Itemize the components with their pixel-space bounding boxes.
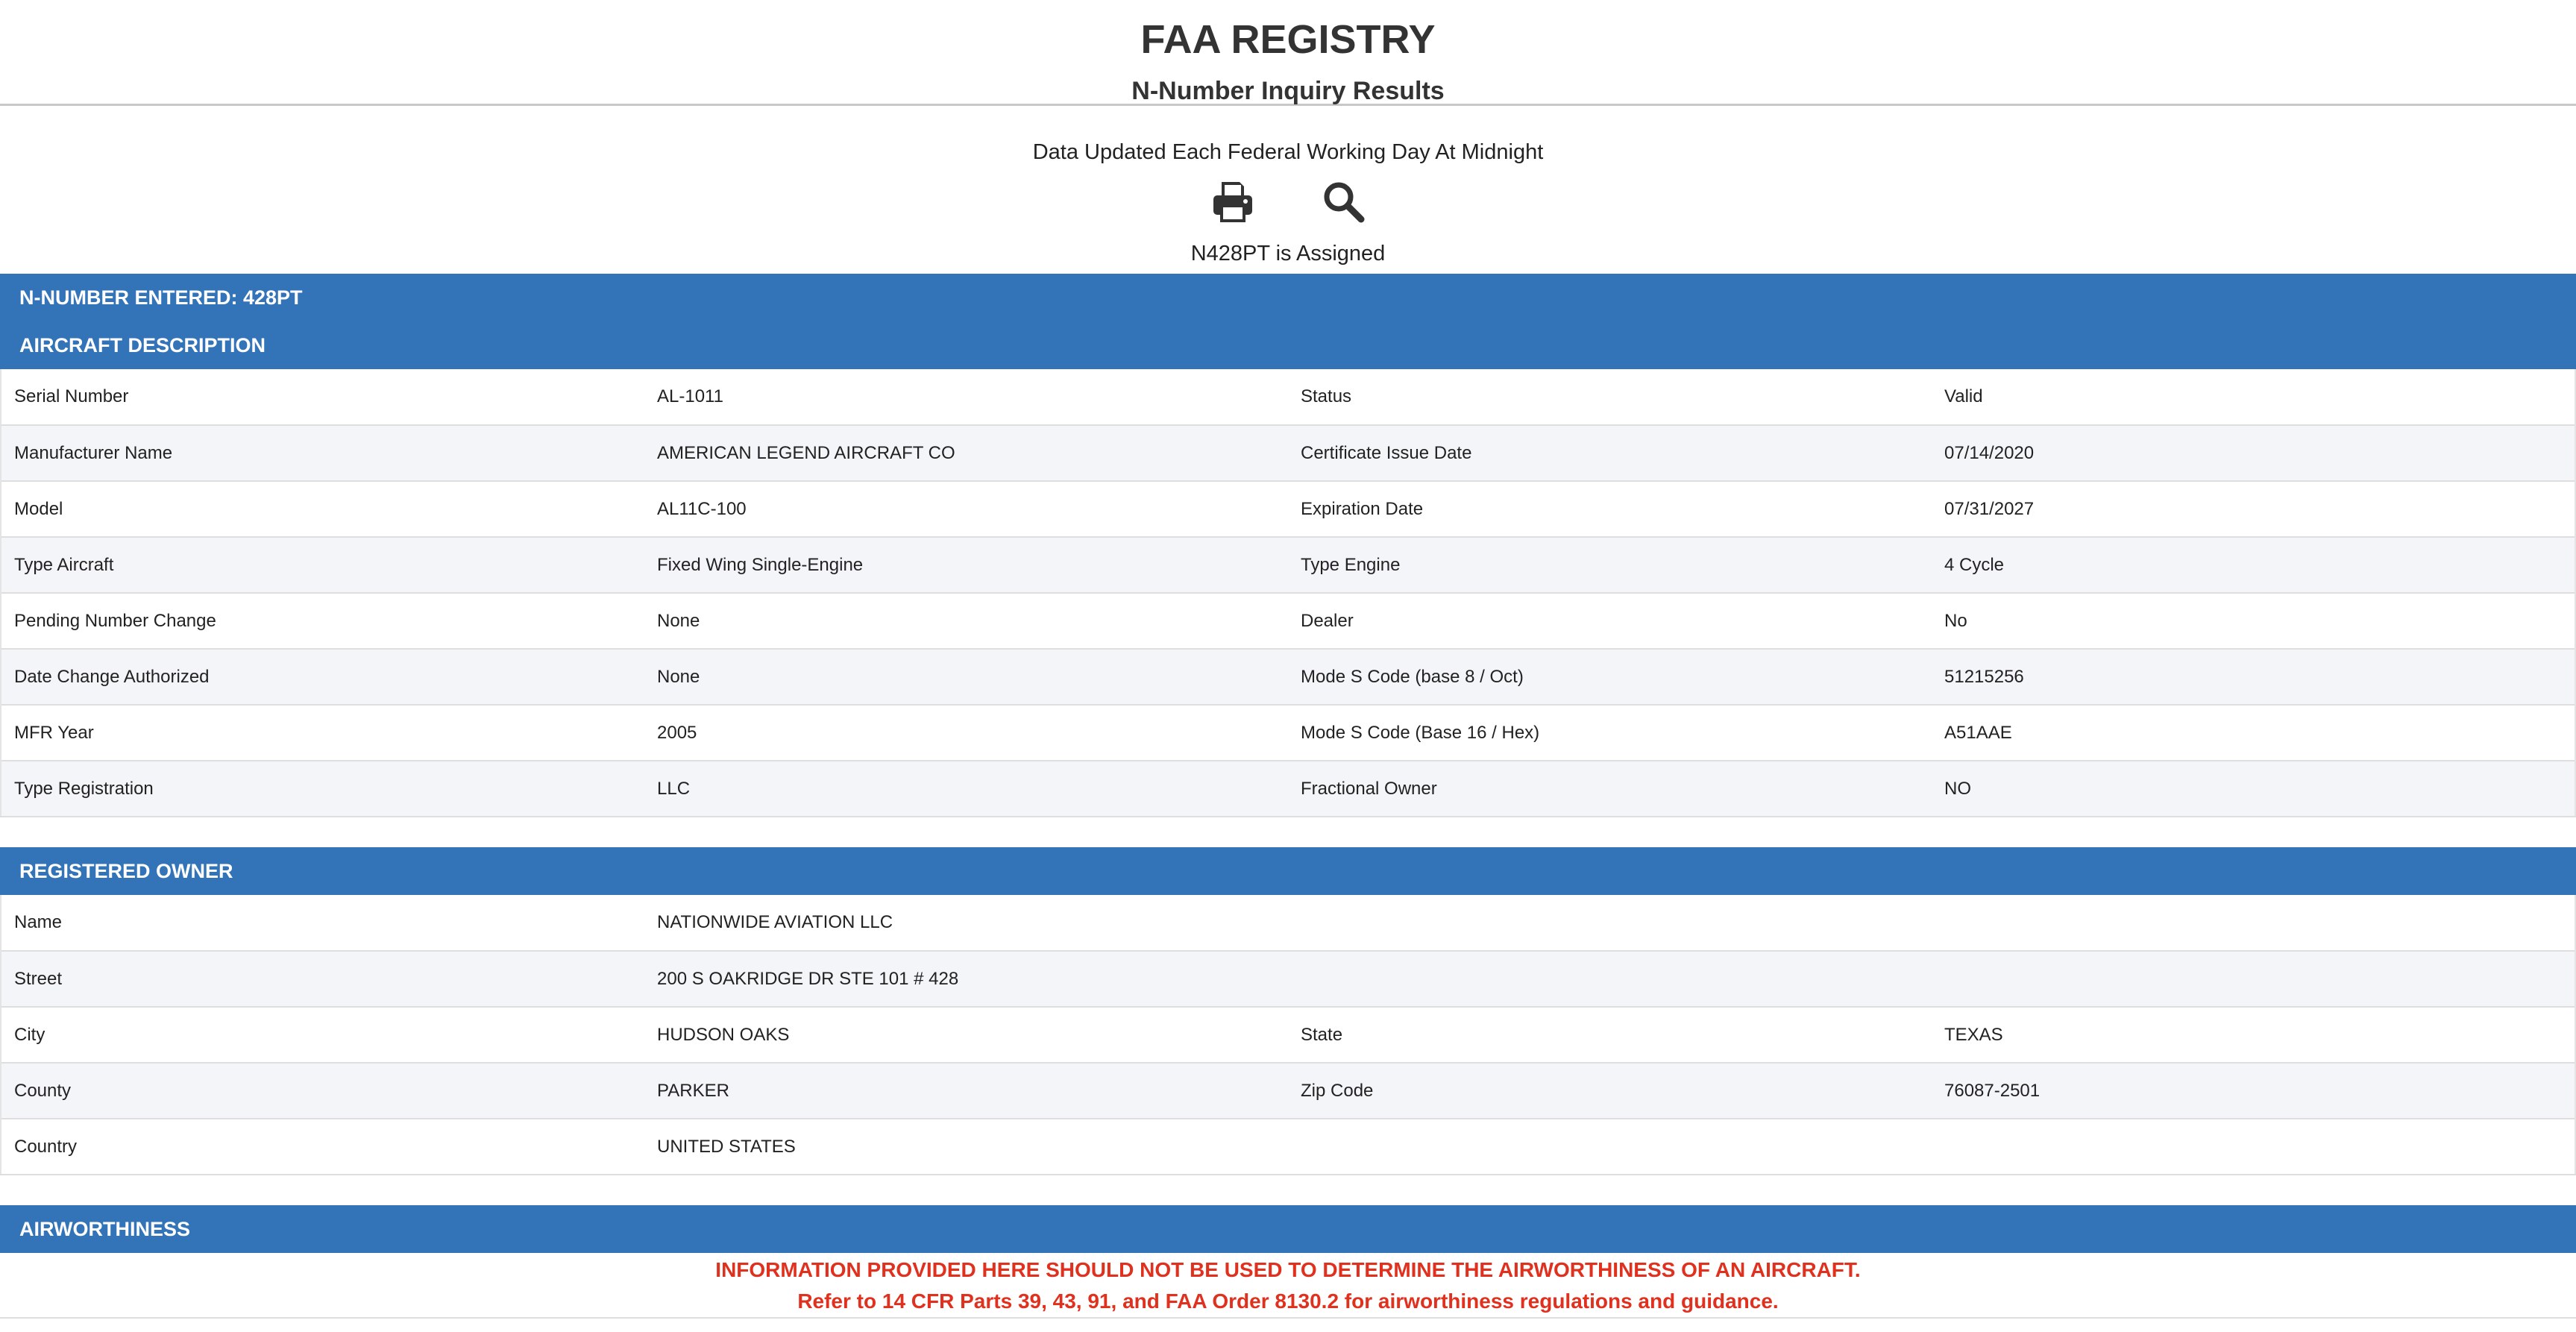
aircraft-field-label: Manufacturer Name: [1, 425, 644, 481]
owner-field-value: [1932, 895, 2575, 951]
aircraft-field-value: Valid: [1932, 369, 2575, 425]
aircraft-description-table: [0, 369, 2576, 817]
owner-field-value: HUDSON OAKS: [644, 1007, 1288, 1063]
printer-icon[interactable]: [1207, 176, 1258, 227]
aircraft-field-label: Date Change Authorized: [1, 649, 644, 705]
table-row: [1, 761, 2575, 817]
registered-owner-section: [0, 847, 2576, 1175]
table-row: [1, 481, 2575, 537]
page-subtitle: N-Number Inquiry Results: [1131, 77, 1445, 105]
aircraft-field-label: Type Engine: [1288, 537, 1932, 593]
owner-field-value: 200 S OAKRIDGE DR STE 101 # 428: [644, 951, 1288, 1007]
table-row: [1, 537, 2575, 593]
page-header: [0, 0, 2576, 106]
aircraft-field-label: Status: [1301, 386, 1352, 406]
warning-line-2: Refer to 14 CFR Parts 39, 43, 91, and FAA Order 8130.2 for airworthiness regulations and guidance.: [797, 1289, 1779, 1313]
aircraft-field-label: Expiration Date: [1288, 481, 1932, 537]
aircraft-field-value: AMERICAN LEGEND AIRCRAFT CO: [644, 425, 1288, 481]
registered-owner-table: [0, 895, 2576, 1175]
table-row: [1, 425, 2575, 481]
owner-field-label: [1288, 951, 1932, 1007]
owner-field-label: Name: [1, 895, 644, 951]
search-icon[interactable]: [1318, 176, 1369, 227]
owner-field-label: Zip Code: [1288, 1063, 1932, 1119]
owner-field-label: County: [1, 1063, 644, 1119]
table-row: [1, 951, 2575, 1007]
owner-field-value: UNITED STATES: [644, 1119, 1288, 1175]
owner-field-label: City: [1, 1007, 644, 1063]
aircraft-field-value: NO: [1932, 761, 2575, 817]
action-icons: [0, 176, 2576, 230]
aircraft-field-label: Model: [1, 481, 644, 537]
aircraft-field-value: 2005: [644, 705, 1288, 761]
aircraft-field-value: A51AAE: [1932, 705, 2575, 761]
table-row: [1, 593, 2575, 649]
aircraft-field-value: 51215256: [1932, 649, 2575, 705]
aircraft-field-label: Type Registration: [1, 761, 644, 817]
subheader: [0, 106, 2576, 274]
owner-field-label: Country: [1, 1119, 644, 1175]
registered-owner-header: REGISTERED OWNER: [0, 847, 2576, 895]
aircraft-field-value: 4 Cycle: [1932, 537, 2575, 593]
aircraft-field-label: Mode S Code (Base 16 / Hex): [1288, 705, 1932, 761]
aircraft-field-value: Fixed Wing Single-Engine: [644, 537, 1288, 593]
owner-field-value: PARKER: [644, 1063, 1288, 1119]
airworthiness-warning: [0, 1253, 2576, 1319]
aircraft-field-label: Certificate Issue Date: [1288, 425, 1932, 481]
owner-field-label: Street: [1, 951, 644, 1007]
aircraft-field-label: Type Aircraft: [1, 537, 644, 593]
assignment-status: N428PT is Assigned: [1190, 242, 1386, 266]
owner-field-label: [1288, 1119, 1932, 1175]
aircraft-description-header: AIRCRAFT DESCRIPTION: [0, 321, 2576, 369]
airworthiness-section: [0, 1205, 2576, 1319]
owner-field-value: [1932, 1119, 2575, 1175]
table-row: [1, 1119, 2575, 1175]
table-row: [1, 649, 2575, 705]
aircraft-field-label: Fractional Owner: [1288, 761, 1932, 817]
owner-field-label: State: [1288, 1007, 1932, 1063]
owner-field-value: 76087-2501: [1932, 1063, 2575, 1119]
table-row: [1, 369, 2575, 425]
aircraft-field-value: No: [1932, 593, 2575, 649]
airworthiness-header: AIRWORTHINESS: [0, 1205, 2576, 1253]
owner-field-value: [1932, 951, 2575, 1007]
aircraft-field-value: 07/31/2027: [1932, 481, 2575, 537]
aircraft-field-value: 07/14/2020: [1932, 425, 2575, 481]
data-updated-note: Data Updated Each Federal Working Day At Midnight: [1032, 140, 1544, 164]
table-row: [1, 1007, 2575, 1063]
aircraft-field-value: None: [644, 649, 1288, 705]
owner-field-value: NATIONWIDE AVIATION LLC: [657, 912, 893, 932]
n-number-banner: N-NUMBER ENTERED: 428PT: [0, 274, 2576, 321]
page-title: FAA REGISTRY: [1140, 17, 1436, 62]
aircraft-description-section: [0, 274, 2576, 817]
aircraft-field-label: MFR Year: [1, 705, 644, 761]
table-row: [1, 705, 2575, 761]
table-row: [1, 1063, 2575, 1119]
aircraft-field-label: Mode S Code (base 8 / Oct): [1288, 649, 1932, 705]
aircraft-field-value: AL-1011: [657, 386, 723, 406]
aircraft-field-value: LLC: [644, 761, 1288, 817]
owner-field-label: [1288, 895, 1932, 951]
aircraft-field-value: AL11C-100: [644, 481, 1288, 537]
warning-line-1: INFORMATION PROVIDED HERE SHOULD NOT BE USED TO DETERMINE THE AIRWORTHINESS OF AN AIRCRAFT.: [715, 1258, 1861, 1281]
aircraft-field-label: Pending Number Change: [1, 593, 644, 649]
owner-field-value: TEXAS: [1932, 1007, 2575, 1063]
aircraft-field-label: Dealer: [1288, 593, 1932, 649]
table-row: [1, 895, 2575, 951]
aircraft-field-value: None: [644, 593, 1288, 649]
aircraft-field-label: Serial Number: [1, 369, 644, 425]
